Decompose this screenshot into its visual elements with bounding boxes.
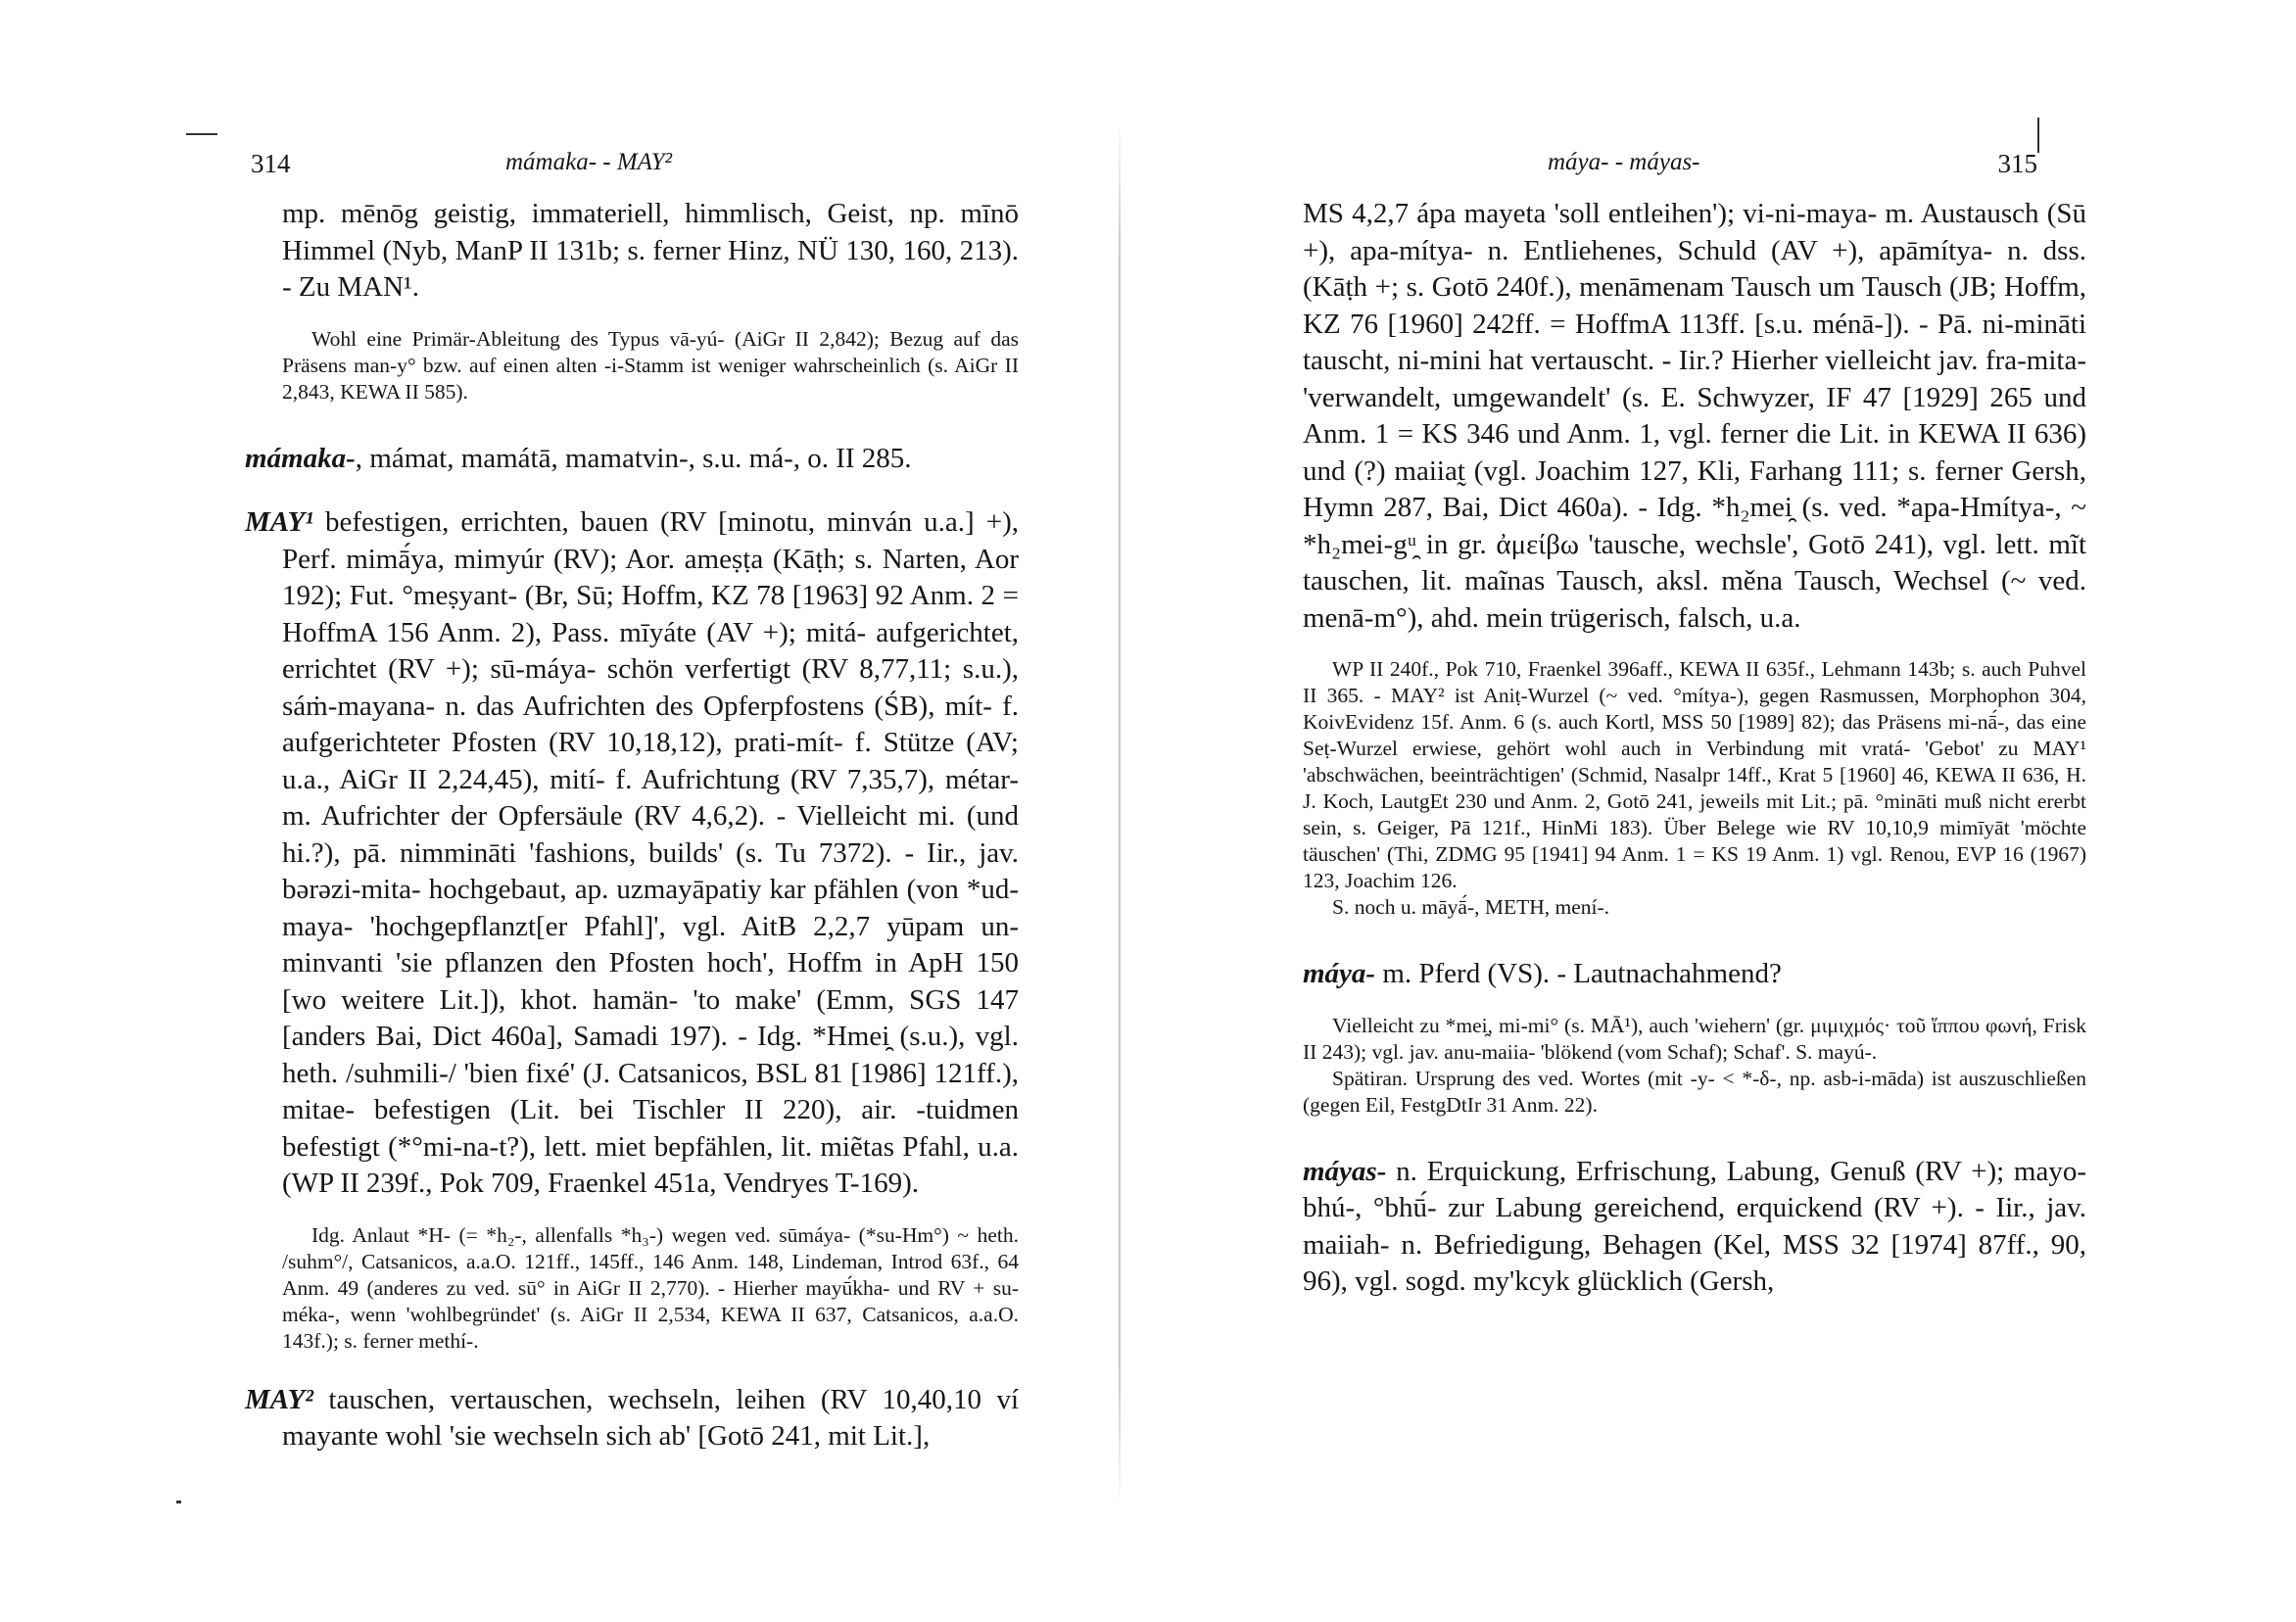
entry-may2 (245, 1382, 1019, 1455)
entry-may2-text: tauschen, vertauschen, wechseln, leihen (RV 10,40,10 ví mayante wohl 'sie wechseln sich ab' [Gotō 241, mit Lit.], (282, 1383, 1019, 1452)
footnote-see-also: S. noch u. māyā́-, METH, mení-. (1332, 895, 1610, 919)
right-page-body (1303, 196, 2086, 1301)
entry-may1-text: befestigen, errichten, bauen (RV [minotu, minván u.a.] +), Perf. mimā́ya, mimyúr (RV); Aor. ameṣṭa (Kāṭh; s. Narten, Aor 192); Fut. °meṣyant- (Br, Sū; Hoffm, KZ 78 [1963] 92 Anm. 2 = HoffmA 156 Anm. 2), Pass. mīyáte (AV +); mitá- aufgerichtet, errichtet (RV +); sū-máya- schön verfertigt (RV 8,77,11; s.u.), sáṁ-mayana- n. das Aufrichten des Opferpfostens (ŚB), mít- f. aufgerichteter Pfosten (RV 10,18,12), prati-mít- f. Stütze (AV; u.a., AiGr II 2,24,45), mití- f. Aufrichtung (RV 7,35,7), métar- m. Aufrichter der Opfersäule (RV 4,6,2). - Vielleicht mi. (und hi.?), pā. nimmināti 'fashions, builds' (s. Tu 7372). - Iir., jav. bərəzi-mita- hochgebaut, ap. uzmayāpatiy kar pfählen (von *ud-maya- 'hochgepflanzt[er Pfahl]', vgl. AitB 2,2,7 yūpam un-minvanti 'sie pflanzen den Pfosten hoch', Hoffm in ApH 150 [wo weitere Lit.]), khot. hamän- 'to make' (Emm, SGS 147 [anders Bai, Dict 460a], Samadi 197). - Idg. *Hmei̯ (s.u.), vgl. heth. /suhmili-/ 'bien fixé' (J. Catsanicos, BSL 81 [1986] 121ff.), mitae- befestigen (Lit. bei Tischler II 220), air. -tuidmen befestigt (*°mi-na-t?), lett. miet bepfählen, lit. miẽtas Pfahl, u.a. (WP II 239f., Pok 709, Fraenkel 451a, Vendryes T-169). (282, 506, 1019, 1199)
entry-maya-text: m. Pferd (VS). - Lautnachahmend? (1375, 958, 1782, 989)
footnote: WP II 240f., Pok 710, Fraenkel 396aff., KEWA II 635f., Lehmann 143b; s. auch Puhvel II 365. - MAY² ist Aniṭ-Wurzel (~ ved. °mítya-), gegen Rasmussen, Morphophon 304, KoivEvidenz 15f. Anm. 6 (s. auch Kortl, MSS 50 [1989] 82); das Präsens mi-nā́-, das eine Seṭ-Wurzel erwiese, gehört wohl auch in Verbindung mit vratá- 'Gebot' zu MAY¹ 'abschwächen, beeinträchtigen' (Schmid, Nasalpr 14ff., Krat 5 [1960] 46, KEWA II 636, H. J. Koch, LautgEt 230 und Anm. 2, Gotō 241, jeweils mit Lit.; pā. °mināti muß nicht ererbt sein, s. Geiger, Pā 121f., HinMi 183). Über Belege wie RV 10,10,9 mimīyāt 'möchte täuschen' (Thi, ZDMG 95 [1941] 94 Anm. 1 = KS 19 Anm. 1) vgl. Renou, EVP 16 (1967) 123, Joachim 126. (1303, 657, 2086, 892)
lemma-mayas: máyas- (1303, 1155, 1387, 1187)
entry-maya (1303, 956, 2086, 993)
page-number: 315 (1997, 149, 2037, 178)
footnote: Wohl eine Primär-Ableitung des Typus vā-yú- (AiGr II 2,842); Bezug auf das Präsens man-y° bzw. auf einen alten -i-Stamm ist weniger wahrscheinlich (s. AiGr II 2,843, KEWA II 585). (282, 326, 1019, 404)
scan-mark-top-left (186, 133, 217, 135)
entry-may1 (245, 504, 1019, 1203)
lemma-maya: máya- (1303, 958, 1376, 989)
lemma-mamaka: mámaka- (245, 442, 356, 474)
left-page-body (245, 196, 1019, 1455)
scan-mark-bottom-left (176, 1501, 181, 1503)
page-gutter (1119, 118, 1121, 1508)
right-page-header (1303, 149, 2086, 188)
entry-mayas-text: n. Erquickung, Erfrischung, Labung, Genuß (RV +); mayo-bhú-, °bhū́- zur Labung gereichend, erquickend (RV +). - Iir., jav. maiiah- n. Befriedigung, Behagen (Kel, MSS 32 [1974] 87ff., 90, 96), vgl. sogd. my'kcyk glücklich (Gersh, (1303, 1155, 2086, 1297)
entry-mamaka-text: , mámat, mamátā, mamatvin-, s.u. má-, o. II 285. (355, 442, 912, 474)
paragraph-continuation: MS 4,2,7 ápa mayeta 'soll entleihen'); vi-ni-maya- m. Austausch (Sū +), apa-mítya- n. Entliehenes, Schuld (AV +), apāmítya- n. dss. (Kāṭh +; s. Gotō 240f.), menāmenam Tausch um Tausch (JB; Hoffm, KZ 76 [1960] 242ff. = HoffmA 113ff. [s.u. ménā-]). - Pā. ni-mināti tauscht, ni-mini hat vertauscht. - Iir.? Hierher vielleicht jav. fra-mita- 'verwandelt, umgewandelt' (s. E. Schwyzer, IF 47 [1929] 265 und Anm. 1 = KS 346 und Anm. 1, vgl. ferner die Lit. in KEWA II 636) und (?) maiiat̰ (vgl. Joachim 127, Kli, Farhang 111; s. ferner Gersh, Hymn 287, Bai, Dict 460a). - Idg. *h₂mei̯ (s. ved. *apa-Hmítya-, ~ *h₂mei-gᵘ̯ in gr. ἀμείβω 'tausche, wechsle', Gotō 241), vgl. lett. mĩt tauschen, lit. maĩnas Tausch, aksl. měna Tausch, Wechsel (~ ved. menā-m°), ahd. mein trügerisch, falsch, u.a. (1303, 198, 2086, 634)
lemma-may1: MAY¹ (245, 506, 313, 538)
lemma-may2: MAY² (245, 1383, 313, 1415)
paragraph-continuation: mp. mēnōg geistig, immateriell, himmlisch, Geist, np. mīnō Himmel (Nyb, ManP II 131b; s. ferner Hinz, NÜ 130, 160, 213). - Zu MAN¹. (282, 198, 1019, 303)
footnote: Spätiran. Ursprung des ved. Wortes (mit -y- < *-δ-, np. asb-i-māda) ist auszuschließen (gegen Eil, FestgDtIr 31 Anm. 22). (1303, 1066, 2086, 1117)
entry-mayas (1303, 1154, 2086, 1301)
left-page-header (245, 149, 1019, 188)
entry-mamaka (245, 441, 1019, 478)
page-number: 314 (251, 149, 291, 178)
running-title: mámaka- - MAY² (505, 149, 672, 175)
running-title: máya- - máyas- (1548, 149, 1700, 175)
footnote: Idg. Anlaut *H- (= *h₂-, allenfalls *h₃-) wegen ved. sūmáya- (*su-Hm°) ~ heth. /suhm°/, Catsanicos, a.a.O. 121ff., 145ff., 146 Anm. 148, Lindeman, Introd 63f., 64 Anm. 49 (anderes zu ved. sū° in AiGr II 2,770). - Hierher mayū́kha- und RV + su-méka-, wenn 'wohlbegründet' (s. AiGr II 2,534, KEWA II 637, Catsanicos, a.a.O. 143f.); s. ferner methí-. (282, 1222, 1019, 1353)
footnote: Vielleicht zu *mei̯, mi-mi° (s. MĀ¹), auch 'wiehern' (gr. μιμιχμός· τοῦ ἵππου φωνή, Frisk II 243); vgl. jav. anu-maiia- 'blökend (vom Schaf); Schaf'. S. mayú-. (1303, 1013, 2086, 1064)
scan-mark-right-edge (2037, 118, 2039, 153)
